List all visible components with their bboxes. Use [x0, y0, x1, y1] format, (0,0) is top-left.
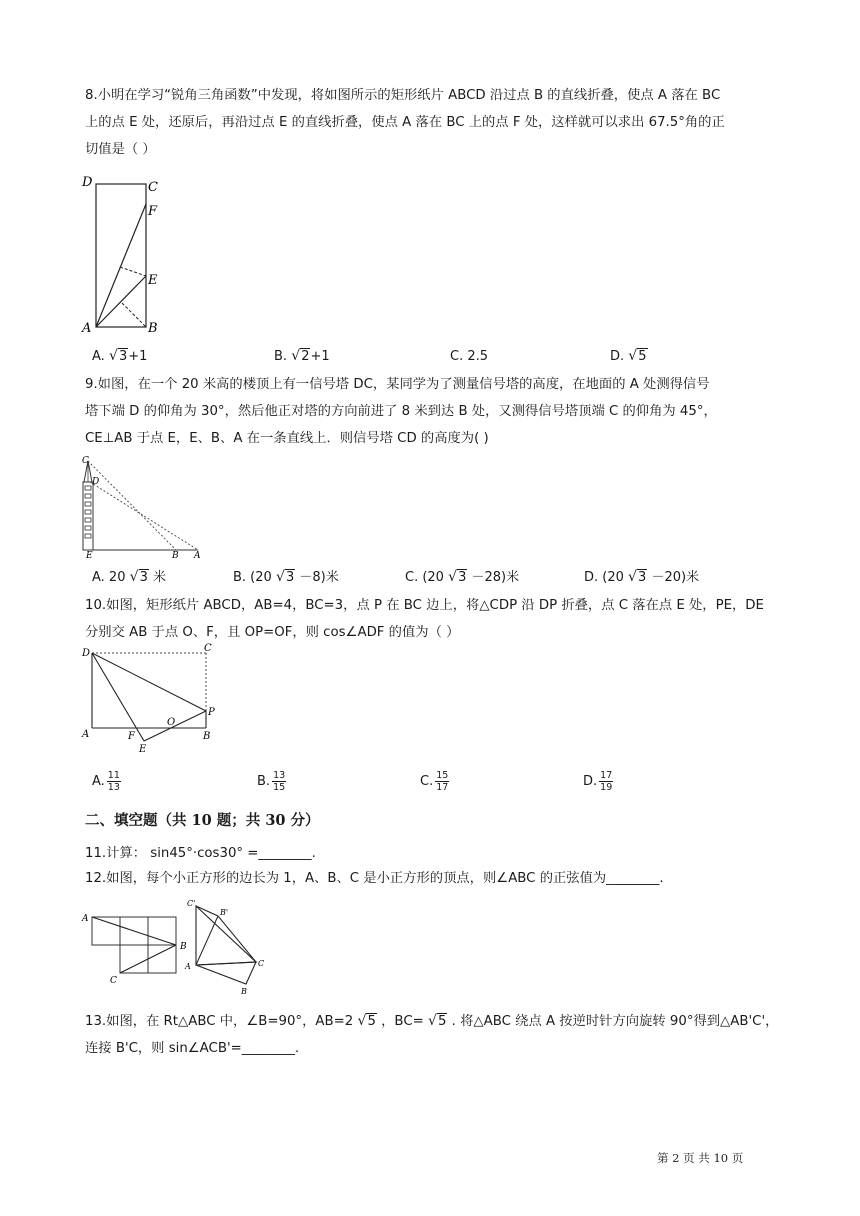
q9-figure	[80, 455, 205, 559]
q10-figure	[78, 643, 218, 753]
q10-option-d: D. $\frac{17}{19}$	[583, 770, 613, 793]
q9-label-D: D	[92, 477, 100, 487]
q13-label-C: C	[258, 959, 265, 968]
q9-label-E: E	[86, 551, 93, 561]
q9-option-d: D. (20 √ 3 －20)米	[584, 569, 699, 587]
q9-label-A: A	[194, 551, 201, 561]
q9-text-line1: 9.如图，在一个 20 米高的楼顶上有一信号塔 DC，某同学为了测量信号塔的高度，在地面的 A 处测得信号	[85, 377, 710, 392]
q8-label-E: E	[148, 273, 158, 288]
q9-label-B: B	[172, 551, 179, 561]
q8-label-A: A	[82, 321, 92, 336]
q8-text-line3: 切值是（ ）	[85, 142, 156, 157]
q10-text-line1: 10.如图，矩形纸片 ABCD，AB=4，BC=3，点 P 在 BC 边上，将△CDP 沿 DP 折叠，点 C 落在点 E 处，PE，DE	[85, 598, 764, 613]
q8-label-D: D	[82, 175, 93, 190]
q9-text-line2: 塔下端 D 的仰角为 30°，然后他正对塔的方向前进了 8 米到达 B 处，又测得信号塔顶端 C 的仰角为 45°，	[85, 404, 717, 419]
q8-label-B: B	[148, 321, 158, 336]
q8-label-C: C	[148, 180, 158, 195]
q12-text: 12.如图，每个小正方形的边长为 1，A、B、C 是小正方形的顶点，则∠ABC 的正弦值为________.	[85, 871, 664, 886]
q9-label-C: C	[82, 456, 89, 466]
q8-option-a: A. √ 3+1	[92, 348, 147, 366]
q12-label-C: C	[110, 976, 117, 986]
q13-text-line2: 连接 B'C，则 sin∠ACB'=________.	[85, 1041, 300, 1056]
q9-text-line3: CE⊥AB 于点 E，E、B、A 在一条直线上．则信号塔 CD 的高度为( )	[85, 431, 489, 446]
q10-label-P: P	[208, 707, 215, 718]
q10-label-E: E	[139, 744, 147, 755]
q12-label-B: B	[180, 942, 187, 952]
q13-label-A: A	[185, 962, 191, 971]
q8-text-line2: 上的点 E 处，还原后，再沿过点 E 的直线折叠，使点 A 落在 BC 上的点 F 处，这样就可以求出 67.5°角的正	[85, 115, 725, 130]
q13-label-C-prime: C'	[187, 899, 196, 908]
q13-label-B: B	[241, 987, 247, 996]
q10-label-B: B	[203, 731, 211, 742]
q13-text-line1: 13.如图，在 Rt△ABC 中，∠B=90°，AB=2 √ 5 ，BC= √ 5 . 将△ABC 绕点 A 按逆时针方向旋转 90°得到△AB'C'，	[85, 1013, 778, 1031]
q9-option-b: B. (20 √ 3 －8)米	[233, 569, 339, 587]
q10-label-C: C	[204, 643, 212, 654]
q10-label-A: A	[82, 729, 90, 740]
q13-figure-rotation	[183, 897, 273, 997]
q13-label-B-prime: B'	[220, 908, 229, 917]
q9-option-a: A. 20 √ 3 米	[92, 569, 166, 587]
page-footer: 第 2 页 共 10 页	[657, 1151, 744, 1165]
q12-figure-grid	[80, 905, 195, 985]
q8-option-b: B. √ 2+1	[274, 348, 330, 366]
q10-option-c: C. $\frac{15}{17}$	[420, 770, 449, 793]
q10-label-F: F	[128, 731, 135, 742]
q11-text: 11.计算： sin45°·cos30° =________.	[85, 846, 316, 861]
q10-label-O: O	[167, 717, 176, 728]
q8-text-line1: 8.小明在学习“锐角三角函数”中发现，将如图所示的矩形纸片 ABCD 沿过点 B 的直线折叠，使点 A 落在 BC	[85, 88, 721, 103]
q8-option-c: C. 2.5	[450, 349, 489, 364]
q10-text-line2: 分别交 AB 于点 O、F，且 OP=OF，则 cos∠ADF 的值为（ ）	[85, 625, 460, 640]
q8-label-F: F	[148, 204, 158, 219]
section-2-title: 二、填空题（共 10 题；共 30 分）	[85, 812, 320, 829]
q10-option-b: B. $\frac{13}{15}$	[257, 770, 286, 793]
q10-option-a: A. $\frac{11}{13}$	[92, 770, 120, 793]
q8-option-d: D. √ 5	[610, 348, 648, 366]
q12-label-A: A	[82, 914, 89, 924]
q10-label-D: D	[82, 648, 91, 659]
q8-figure	[80, 172, 170, 337]
q9-option-c: C. (20 √ 3 －28)米	[405, 569, 519, 587]
